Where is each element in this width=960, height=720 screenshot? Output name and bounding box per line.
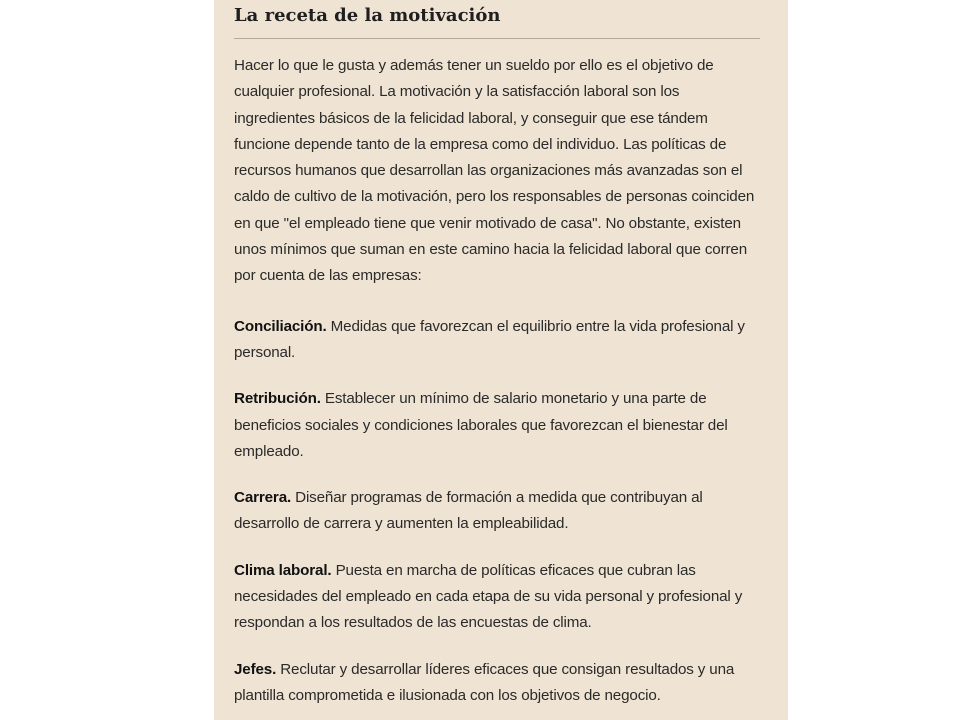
item-text: Puesta en marcha de políticas eficaces que cubran las necesidades del empleado en cada etapa de su vida personal y profesional y respondan a los resultados de las encuestas de clima. (234, 561, 743, 632)
item-paragraph-jefes (234, 657, 764, 710)
item-term: Retribución. (234, 390, 321, 408)
item-term: Jefes. (234, 660, 277, 678)
item-term: Conciliación. (234, 317, 327, 335)
item-paragraph-carrera (234, 485, 764, 538)
item-text: Reclutar y desarrollar líderes eficaces que consigan resultados y una plantilla comprometida e ilusionada con los objetivos de negocio. (234, 660, 735, 704)
item-text: Establecer un mínimo de salario monetario y una parte de beneficios sociales y condiciones laborales que favorezcan el bienestar del empleado. (234, 390, 728, 460)
intro-paragraph: Hacer lo que le gusta y además tener un sueldo por ello es el objetivo de cualquier profesional. La motivación y la satisfacción laboral son los ingredientes básicos de la felicidad laboral, y conseguir que ese tándem funcione depende tanto de la empresa como del individuo. Las políticas de recursos humanos que desarrollan las organizaciones más avanzadas son el caldo de cultivo de la motivación, pero los responsables de personas coinciden en que "el empleado tiene que venir motivado de casa". No obstante, existen unos mínimos que suman en este camino hacia la felicidad laboral que corren por cuenta de las empresas: (234, 57, 755, 285)
article-panel (214, 0, 788, 720)
item-term: Carrera. (234, 489, 292, 507)
item-text: Medidas que favorezcan el equilibrio entre la vida profesional y personal. (234, 317, 745, 361)
item-term: Clima laboral. (234, 561, 332, 579)
title-divider (234, 38, 760, 39)
item-text: Diseñar programas de formación a medida que contribuyan al desarrollo de carrera y aumenten la empleabilidad. (234, 489, 703, 533)
article-body (234, 53, 764, 720)
item-paragraph-conciliacion (234, 314, 764, 367)
item-paragraph-retribucion (234, 386, 764, 465)
article-title: La receta de la motivación (234, 5, 501, 26)
item-paragraph-clima-laboral (234, 558, 764, 637)
